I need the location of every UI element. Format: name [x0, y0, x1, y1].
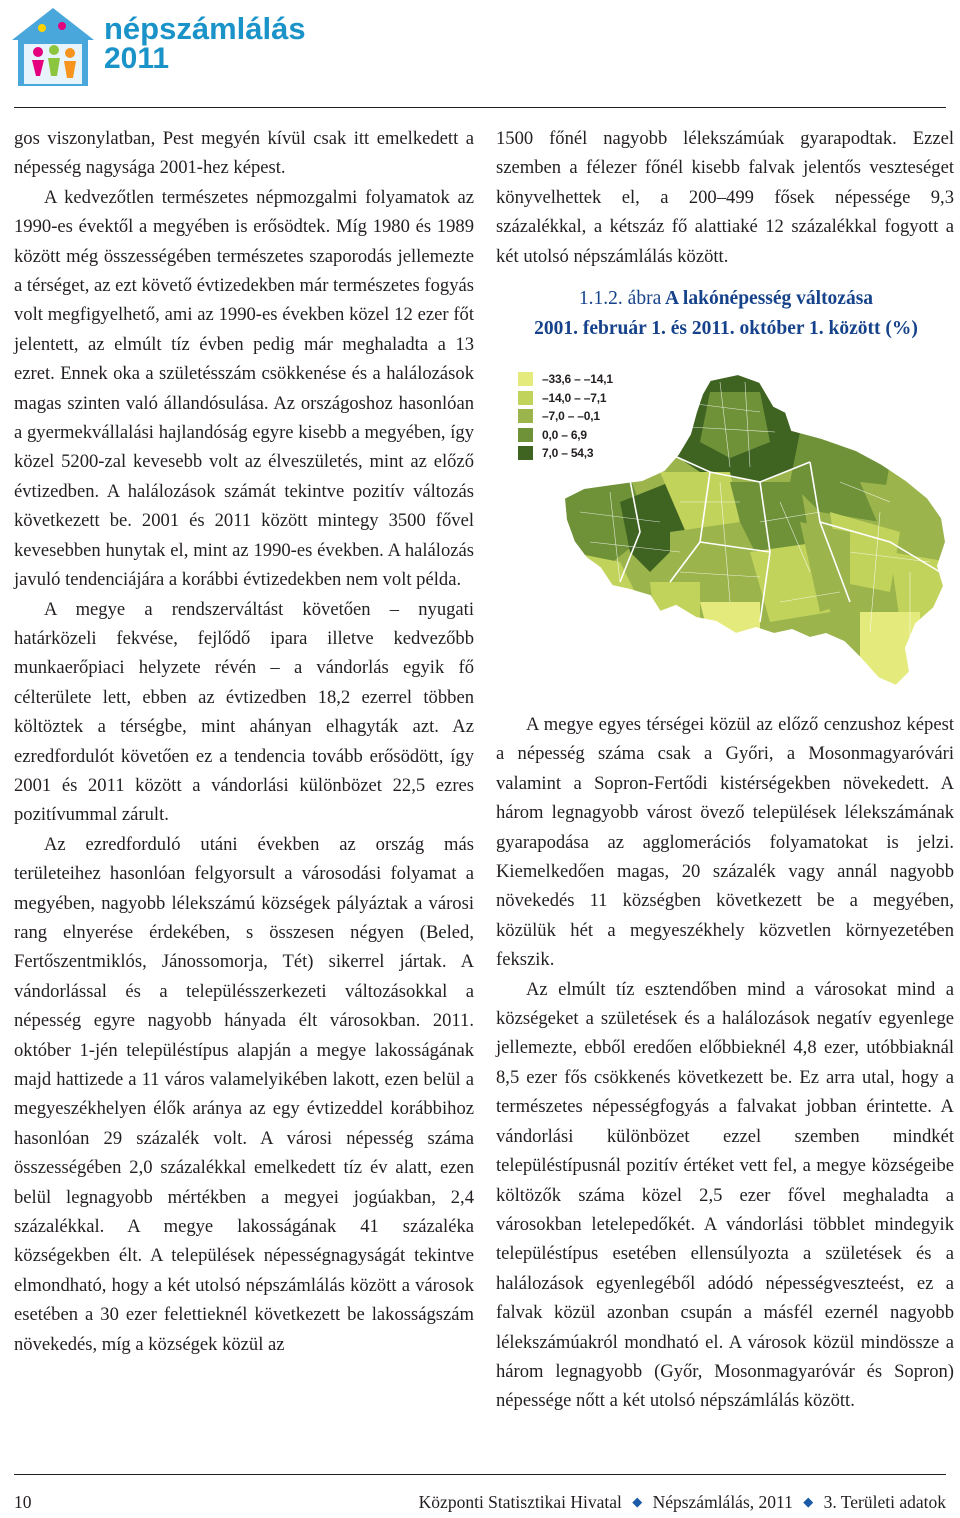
legend-swatch [518, 446, 533, 460]
paragraph: Az elmúlt tíz esztendőben mind a városokat mind a községeket a születések és a halálozások negatív egyenlege jellemezte, ebből eredően előbbieknél 4,8 ezer, utóbbiaknál 8,5 ezer fős csökkenés következett be. Ez arra utal, hogy a természetes népességfogyás a falvakat jobban érintette. A vándorlási különbözet ezzel szemben mindkét településtípusnál pozitív értéket vett fel, a megye községeibe költözők száma közel 2,5 ezer fővel meghaladta a városokban letelepedőkét. A vándorlási többlet mindegyik településtípus esetében ellensúlyozta a születések és a halálozások egyenlegéből adódó népességveszteést, ez a falvak közül azonban csupán a másfél ezernél nagyobb lélekszámúakról mondható el. A városok közül mindössze a három legnagyobb (Győr, Mosonmagyaróvár és Sopron) népessége nőtt a két utolsó népszámlálás között. [496, 978, 954, 1412]
logo-name: népszámlálás [104, 11, 306, 46]
paragraph: Az ezredforduló utáni években az ország más területeihez hasonlóan felgyorsult a városodási folyamat a megyében, nagyobb lélekszámú községek pályáztak a városi rang elnyerése érdekében, s összesen négyen (Beled, Fertőszentmiklós, Jánossomorja, Tét) sikerrel jártak. A vándorlással és a településszerkezeti változásokkal a népesség egyre nagyobb hányada élt városokban. 2011. október 1-jén településtípus alapján a megye lakosságának majd hattizede a 11 város valamelyikében lakott, ezen belül a megyeszékhelyen élők aránya az egy évtizeddel korábbihoz hasonlóan 29 százalék volt. A városi népesség száma összességében 2,0 százalékkal emelkedett tíz év alatt, ezen belül legnagyobb mértékben a megyei jogúakban, 2,4 százalékkal. A megye lakosságának 41 százaléka községekben élt. A települések népességnagyságát tekintve elmondható, hogy a két utolsó népszámlálás között a városok esetében a 30 ezer felettieknél következett be lakosságszám növekedés, míg a községek közül az [14, 833, 474, 1355]
census-logo [10, 6, 310, 86]
footer-series: Népszámlálás, 2011 [652, 1492, 793, 1512]
paragraph: 1500 főnél nagyobb lélekszámúak gyarapodtak. Ezzel szemben a félezer főnél kisebb falvak jelentős veszteséget könyvelhettek el, a 200–499 fősek népessége 9,3 százalékkal, a kétszáz fő alattiaké 12 százalékkal fogyott a két utolsó népszámlálás között. [496, 128, 954, 267]
right-column-bottom [496, 710, 954, 1416]
legend-label: –33,6 – –14,1 [542, 372, 613, 387]
paragraph: A megye egyes térségei közül az előző cenzushoz képest a népesség száma csak a Győri, a Mosonmagyaróvári valamint a Sopron-Fertődi kistérségekben növekedett. A három legnagyobb várost övező települések lélekszámának gyarapodása az agglomerációs folyamatokat is jelzi. Kiemelkedően magas, 20 százalék vagy annál nagyobb növekedés 11 községben következett be a megyében, közülük hét a megyeszékhely közvetlen környezetében fekszik. [496, 714, 954, 971]
logo-year: 2011 [104, 42, 170, 75]
footer-credits [419, 1492, 946, 1513]
diamond-separator-icon: ◆ [803, 1494, 814, 1509]
paragraph: A kedvezőtlen természetes népmozgalmi folyamatok az 1990-es évektől a megyében is erősödtek. Míg 1980 és 1989 között még összességében természetes szaporodás jellemezte a térséget, az ezt követő évtizedekben már természetes fogyás volt megfigyelhető, ami az 1990-es években közel 12 ezer főt jelentett, az elmúlt tíz évben pedig már meghaladta a 13 ezret. Ennek oka a születésszám csökkenése és a halálozások magas szinten való állandósulása. Az országoshoz hasonlóan a gyermekvállalási hajlandóság egyre kisebb a megyében, így közel 5200-zal kevesebb volt az élveszületés, mint az előző évtizedben. A halálozások számát tekintve pozitív változás következett be. 2001 és 2011 között mintegy 3500 fővel kevesebben hunytak el, mint az 1990-es években. A halálozás javuló tendenciájára a korábbi évtizedekben nem volt példa. [14, 186, 474, 591]
legend-swatch [518, 428, 533, 442]
legend-swatch [518, 391, 533, 405]
header-rule [14, 107, 946, 108]
figure-caption [496, 284, 956, 344]
figure-number: 1.1.2. ábra [578, 288, 662, 309]
paragraph: gos viszonylatban, Pest megyén kívül csak itt emelkedett a népesség nagysága 2001-hez képest. [14, 128, 474, 179]
paragraph: A megye a rendszerváltást követően – nyugati határközeli fekvése, fejlődő ipara illetve kedvezőbb munkaerőpiaci helyzete révén – a vándorlás egyik fő célterülete lett, ebben az évtizedben 18,2 ezerrel többen költöztek a térségbe, mint ahányan elhagyták azt. Az ezredfordulót követően ez a tendencia tovább erősödött, így 2001 és 2011 között a vándorlási különbözet 22,5 ezres pozitívummal zárult. [14, 598, 474, 826]
footer-rule [14, 1474, 946, 1475]
logo-house-icon [10, 6, 96, 88]
footer-chapter: 3. Területi adatok [823, 1492, 946, 1512]
legend-label: 0,0 – 6,9 [542, 427, 587, 442]
figure-title: A lakónépesség változása [665, 288, 874, 309]
footer-publisher: Központi Statisztikai Hivatal [418, 1492, 622, 1512]
county-choropleth-map [560, 372, 950, 692]
diamond-separator-icon: ◆ [632, 1494, 643, 1509]
legend-label: 7,0 – 54,3 [542, 446, 594, 461]
figure-subtitle: 2001. február 1. és 2011. október 1. között (%) [534, 318, 918, 339]
right-column-top [496, 124, 954, 271]
page-number: 10 [14, 1492, 32, 1512]
legend-label: –7,0 – –0,1 [542, 409, 600, 424]
legend-swatch [518, 409, 533, 423]
legend-swatch [518, 372, 533, 386]
left-column [14, 124, 474, 1359]
legend-label: –14,0 – –7,1 [542, 390, 607, 405]
